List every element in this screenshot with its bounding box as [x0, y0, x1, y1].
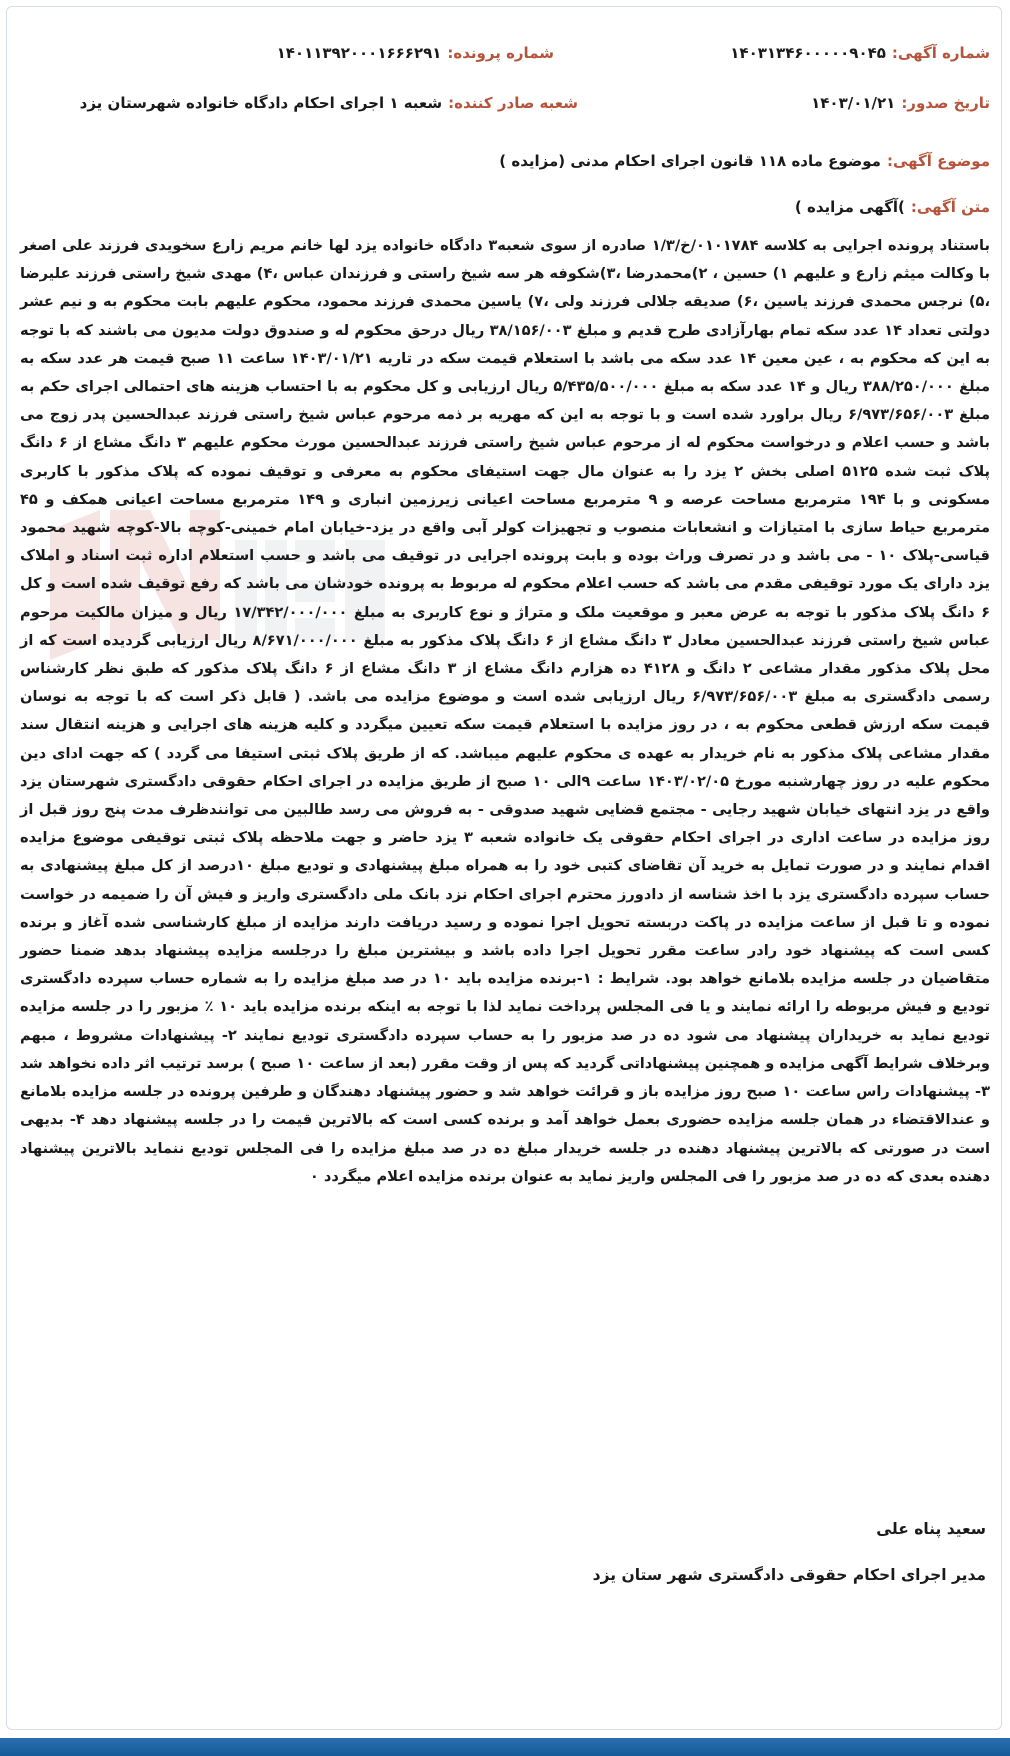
issue-date-value: ۱۴۰۳/۰۱/۲۱ — [811, 94, 896, 112]
subject-label: موضوع آگهی: — [886, 152, 990, 170]
case-number-label: شماره پرونده: — [447, 44, 554, 62]
text-title-field — [795, 198, 990, 216]
signatory-name: سعید پناه علی — [876, 1520, 986, 1538]
subject-value: موضوع ماده ۱۱۸ قانون اجرای احکام مدنی (مزایده ) — [499, 152, 881, 170]
issue-date-label: تاریخ صدور: — [901, 94, 990, 112]
bottom-bar — [0, 1738, 1010, 1756]
issuing-branch-field — [80, 94, 578, 112]
issue-date-field — [811, 94, 990, 112]
text-title-value: )آگهی مزایده ) — [794, 198, 905, 216]
ad-number-label: شماره آگهی: — [891, 44, 990, 62]
signatory-title: مدیر اجرای احکام حقوقی دادگستری شهر ستان یزد — [592, 1566, 986, 1584]
ad-number-value: ۱۴۰۳۱۳۴۶۰۰۰۰۰۹۰۴۵ — [730, 44, 886, 62]
case-number-field — [277, 44, 554, 62]
ad-number-field — [730, 44, 990, 62]
text-label: متن آگهی: — [910, 198, 990, 216]
subject-field — [499, 152, 990, 170]
case-number-value: ۱۴۰۱۱۳۹۲۰۰۰۱۶۶۶۲۹۱ — [276, 44, 442, 62]
issuing-branch-label: شعبه صادر کننده: — [448, 94, 578, 112]
ad-body-text: باستناد پرونده اجرایی به کلاسه ۰۱۰۱۷۸۴/خ/۱/۳ صادره از سوی شعبه۳ دادگاه خانواده یزد لها خانم مریم زارع سخویدی فرزند علی اصغر با وکالت میثم زارع و علیهم ۱) حسین ، ۲)محمدرضا ،۳)شکوفه هر سه شیخ راستی و فرزندان عباس ،۴) مهدی شیخ راستی فرزند علیرضا ،۵) نرجس محمدی فرزند یاسین ،۶) صدیقه جلالی فرزند ولی ،۷) یاسین محمدی فرزند محمود، محکوم علیهم بابت محکوم به و نیم عشر دولتی تعداد ۱۴ عدد سکه تمام بهارآزادی طرح قدیم و مبلغ ۳۸/۱۵۶/۰۰۳ ریال درحق محکوم له و صندوق دولت مدیون می باشند که با توجه به این که محکوم به ، عین معین ۱۴ عدد سکه می باشد با استعلام قیمت سکه در تاریه ۱۴۰۳/۰۱/۲۱ ساعت ۱۱ صبح قیمت هر عدد سکه به مبلغ ۳۸۸/۲۵۰/۰۰۰ ریال و ۱۴ عدد سکه به مبلغ ۵/۴۳۵/۵۰۰/۰۰۰ ریال ارزیابی و کل محکوم به با احتساب هزینه های احتمالی اجرای حکم به مبلغ ۶/۹۷۳/۶۵۶/۰۰۳ ریال براورد شده است و با توجه به این که مهریه بر ذمه مرحوم عباس شیخ راستی فرزند عبدالحسین پدر زوج می باشد و حسب اعلام و درخواست محکوم له از مرحوم عباس شیخ راستی فرزند عبدالحسین مورث محکوم علیهم ۳ دانگ مشاع از ۶ دانگ پلاک ثبت شده ۵۱۲۵ اصلی بخش ۲ یزد را به عنوان مال جهت استیفای محکوم به معرفی و توقیف نموده که پلاک مذکور با کاربری مسکونی و با ۱۹۴ مترمربع مساحت عرصه و ۹ مترمربع مساحت اعیانی زیرزمین انباری و ۱۴۹ مترمربع مساحت اعیانی همکف و ۴۵ مترمربع حیاط سازی با امتیازات و انشعابات منصوب و تجهیزات کولر آبی واقع در یزد-خیابان امام خمینی-کوچه بالا-کوچه شهید محمود قیاسی-پلاک ۱۰ - می باشد و در تصرف وراث بوده و بابت پرونده اجرایی در توقیف می باشد و حسب استعلام اداره ثبت اسناد و املاک یزد دارای یک مورد توقیفی مقدم می باشد که حسب اعلام محکوم له مربوط به پرونده خودشان می باشد که رفع توقیف شده است و کل ۶ دانگ پلاک مذکور با توجه به عرض معبر و موقعیت ملک و متراژ و نوع کاربری به مبلغ ۱۷/۳۴۲/۰۰۰/۰۰۰ ریال و میزان مالکیت مرحوم عباس شیخ راستی فرزند عبدالحسین معادل ۳ دانگ مشاع از ۶ دانگ پلاک مذکور به مبلغ ۸/۶۷۱/۰۰۰/۰۰۰ ریال ارزیابی گردیده است که از محل پلاک مذکور مقدار مشاعی ۲ دانگ و ۴۱۲۸ ده هزارم دانگ مشاع از ۳ دانگ مشاع از ۶ دانگ پلاک مذکور که طبق نظر کارشناس رسمی دادگستری به مبلغ ۶/۹۷۳/۶۵۶/۰۰۳ ریال ارزیابی شده است و موضوع مزایده می باشد. ( قابل ذکر است که با توجه به نوسان قیمت سکه ارزش قطعی محکوم به ، در روز مزایده با استعلام قیمت سکه تعیین میگردد و کلیه هزینه های اجرایی و هزینه انتقال سند مقدار مشاعی پلاک مذکور به نام خریدار به عهده ی محکوم علیهم میباشد. که از طریق پلاک ثبتی استیفا می گردد ) که جهت ادای دین محکوم علیه در روز چهارشنبه مورخ ۱۴۰۳/۰۲/۰۵ ساعت ۹الی ۱۰ صبح از طریق مزایده در اجرای احکام حقوقی دادگستری شهرستان یزد واقع در یزد انتهای خیابان شهید رجایی - مجتمع قضایی شهید صدوقی - به فروش می رسد طالبین می توانندظرف مدت پنج روز قبل از روز مزایده در ساعت اداری در اجرای احکام حقوقی یک خانواده شعبه ۳ یزد حاضر و جهت ملاحظه پلاک ثبتی توقیفی موضوع مزایده اقدام نمایند و در صورت تمایل به خرید آن تقاضای کتبی خود را به همراه مبلغ پیشنهادی و تودیع مبلغ ۱۰درصد از کل مبلغ پیشنهادی به حساب سپرده دادگستری یزد با اخذ شناسه از دادورز محترم اجرای احکام نزد بانک ملی دادگستری واریز و فیش آن را ضمیمه در خواست نموده و تا قبل از ساعت مزایده در پاکت دربسته تحویل اجرا نموده و رسید دریافت دارند مزایده از مبلغ کارشناسی شده آغاز و برنده کسی است که پیشنهاد خود رادر ساعت مقرر تحویل اجرا داده باشد و بیشترین مبلغ را درجلسه مزایده پیشنهاد بدهد ضمنا حضور متقاضیان در جلسه مزایده بلامانع خواهد بود. شرایط : ۱-برنده مزایده باید ۱۰ در صد مبلغ مزایده را به شماره حساب سپرده دادگستری تودیع و فیش مربوطه را ارائه نمایند و یا فی المجلس پرداخت نماید لذا با توجه به اینکه برنده مزایده باید ۱۰ ٪ مزبور را در جلسه مزایده تودیع نماید به خریداران پیشنهاد می شود ده در صد مزبور را به حساب سپرده دادگستری تودیع نمایند ۲- پیشنهادات مشروط ، مبهم وبرخلاف شرایط آگهی مزایده و همچنین پیشنهاداتی گردید که پس از وقت مقرر (بعد از ساعت ۱۰ صبح ) برسد ترتیب اثر داده نخواهد شد ۳- پیشنهادات راس ساعت ۱۰ صبح روز مزایده باز و قرائت خواهد شد و حضور پیشنهاد دهندگان و طرفین پرونده در جلسه مزایده بلامانع و عندالاقتضاء در همان جلسه مزایده حضوری بعمل خواهد آمد و برنده کسی است که بالاترین قیمت را در جلسه پیشنهاد دهد ۴- بدیهی است در صورتی که بالاترین پیشنهاد دهنده در جلسه خریدار مبلغ ده در صد مبلغ مزایده را فی المجلس تودیع ننماید بالاترین پیشنهاد دهنده بعدی که ده در صد مزبور را فی المجلس واریز نماید به عنوان برنده مزایده اعلام میگردد ۰ — [20, 237, 991, 1185]
issuing-branch-value: شعبه ۱ اجرای احکام دادگاه خانواده شهرستان یزد — [79, 94, 443, 112]
